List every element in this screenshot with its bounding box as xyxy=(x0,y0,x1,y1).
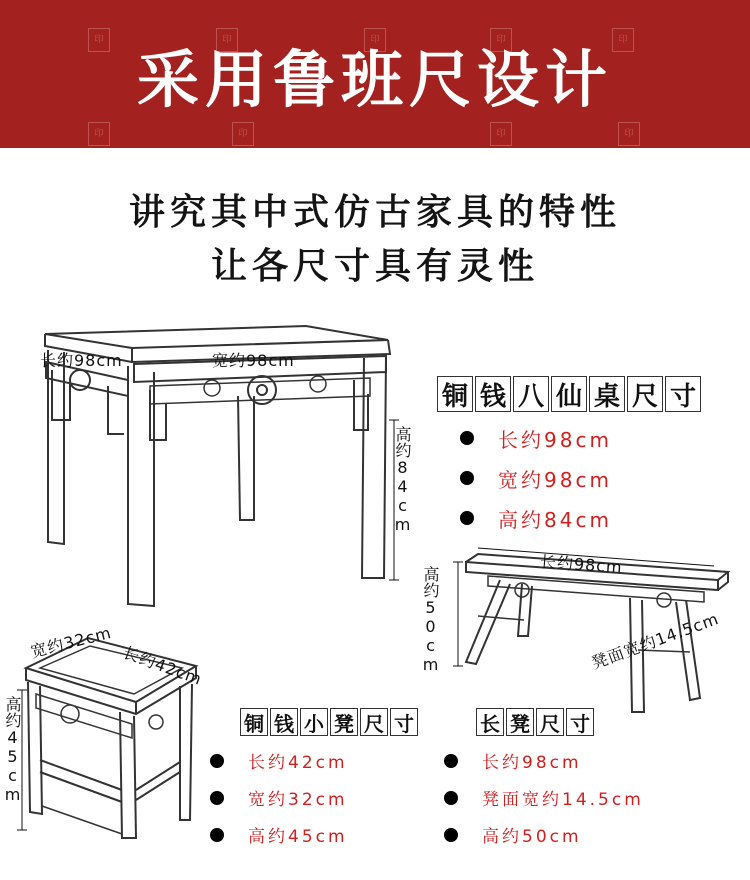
bench-size-heading xyxy=(476,708,594,736)
list-item xyxy=(210,779,348,816)
bullet-icon xyxy=(460,471,474,485)
seal-watermark: 印 xyxy=(490,28,512,52)
stool-width-label: 宽约32cm xyxy=(28,622,114,662)
spec-text: 宽约32cm xyxy=(248,790,348,810)
spec-text: 长约42cm xyxy=(248,753,348,773)
heading-char: 仙 xyxy=(551,376,587,412)
table-size-heading xyxy=(437,376,701,412)
heading-char: 八 xyxy=(513,376,549,412)
bullet-icon xyxy=(460,431,474,445)
bullet-icon xyxy=(210,791,224,805)
heading-char: 尺 xyxy=(536,708,564,736)
seal-watermark: 印 xyxy=(618,122,640,146)
bench-spec-list xyxy=(444,742,644,853)
bullet-icon xyxy=(444,828,458,842)
bullet-icon xyxy=(210,754,224,768)
heading-char: 钱 xyxy=(270,708,298,736)
stool-spec-list xyxy=(210,742,348,853)
table-spec-list xyxy=(460,418,612,538)
intro-line-2: 让各尺寸具有灵性 xyxy=(210,246,539,287)
spec-text: 凳面宽约14.5cm xyxy=(482,790,644,810)
heading-char: 寸 xyxy=(665,376,701,412)
bullet-icon xyxy=(444,791,458,805)
heading-char: 桌 xyxy=(589,376,625,412)
banner-title: 采用鲁班尺设计 xyxy=(136,43,613,116)
heading-char: 铜 xyxy=(240,708,268,736)
spec-text: 长约98cm xyxy=(482,753,582,773)
heading-char: 寸 xyxy=(566,708,594,736)
heading-char: 小 xyxy=(300,708,328,736)
spec-text: 高约84cm xyxy=(498,507,612,532)
table-width-label: 宽约98cm xyxy=(212,351,295,370)
list-item xyxy=(460,418,612,458)
list-item xyxy=(210,816,348,853)
heading-char: 寸 xyxy=(390,708,418,736)
spec-text: 长约98cm xyxy=(498,427,612,452)
seal-watermark: 印 xyxy=(612,28,634,52)
heading-char: 尺 xyxy=(627,376,663,412)
heading-char: 凳 xyxy=(506,708,534,736)
bench-length-label: 长约98cm xyxy=(539,552,624,577)
list-item xyxy=(460,458,612,498)
intro-line-1: 讲究其中式仿古家具的特性 xyxy=(128,192,621,233)
spec-text: 宽约98cm xyxy=(498,467,612,492)
list-item xyxy=(444,779,644,816)
table-height-label: 高约84cm xyxy=(393,426,412,534)
stool-length-label: 长约42cm xyxy=(120,642,205,689)
table-length-label: 长约98cm xyxy=(40,351,123,370)
heading-char: 铜 xyxy=(437,376,473,412)
spec-text: 高约45cm xyxy=(248,827,348,847)
list-item xyxy=(444,742,644,779)
heading-char: 长 xyxy=(476,708,504,736)
seal-watermark: 印 xyxy=(88,28,110,52)
heading-char: 凳 xyxy=(330,708,358,736)
bullet-icon xyxy=(210,828,224,842)
stool-size-heading xyxy=(240,708,418,736)
bullet-icon xyxy=(444,754,458,768)
seal-watermark: 印 xyxy=(490,122,512,146)
seal-watermark: 印 xyxy=(232,122,254,146)
heading-char: 钱 xyxy=(475,376,511,412)
heading-char: 尺 xyxy=(360,708,388,736)
stool-height-label: 高约45cm xyxy=(3,696,22,804)
bullet-icon xyxy=(460,511,474,525)
seal-watermark: 印 xyxy=(216,28,238,52)
seal-watermark: 印 xyxy=(88,122,110,146)
list-item xyxy=(460,498,612,538)
bench-seat-width-label: 凳面宽约14.5cm xyxy=(589,608,722,673)
bench-height-label: 高约50cm xyxy=(421,566,440,674)
seal-watermark: 印 xyxy=(364,28,386,52)
list-item xyxy=(210,742,348,779)
spec-text: 高约50cm xyxy=(482,827,582,847)
list-item xyxy=(444,816,644,853)
